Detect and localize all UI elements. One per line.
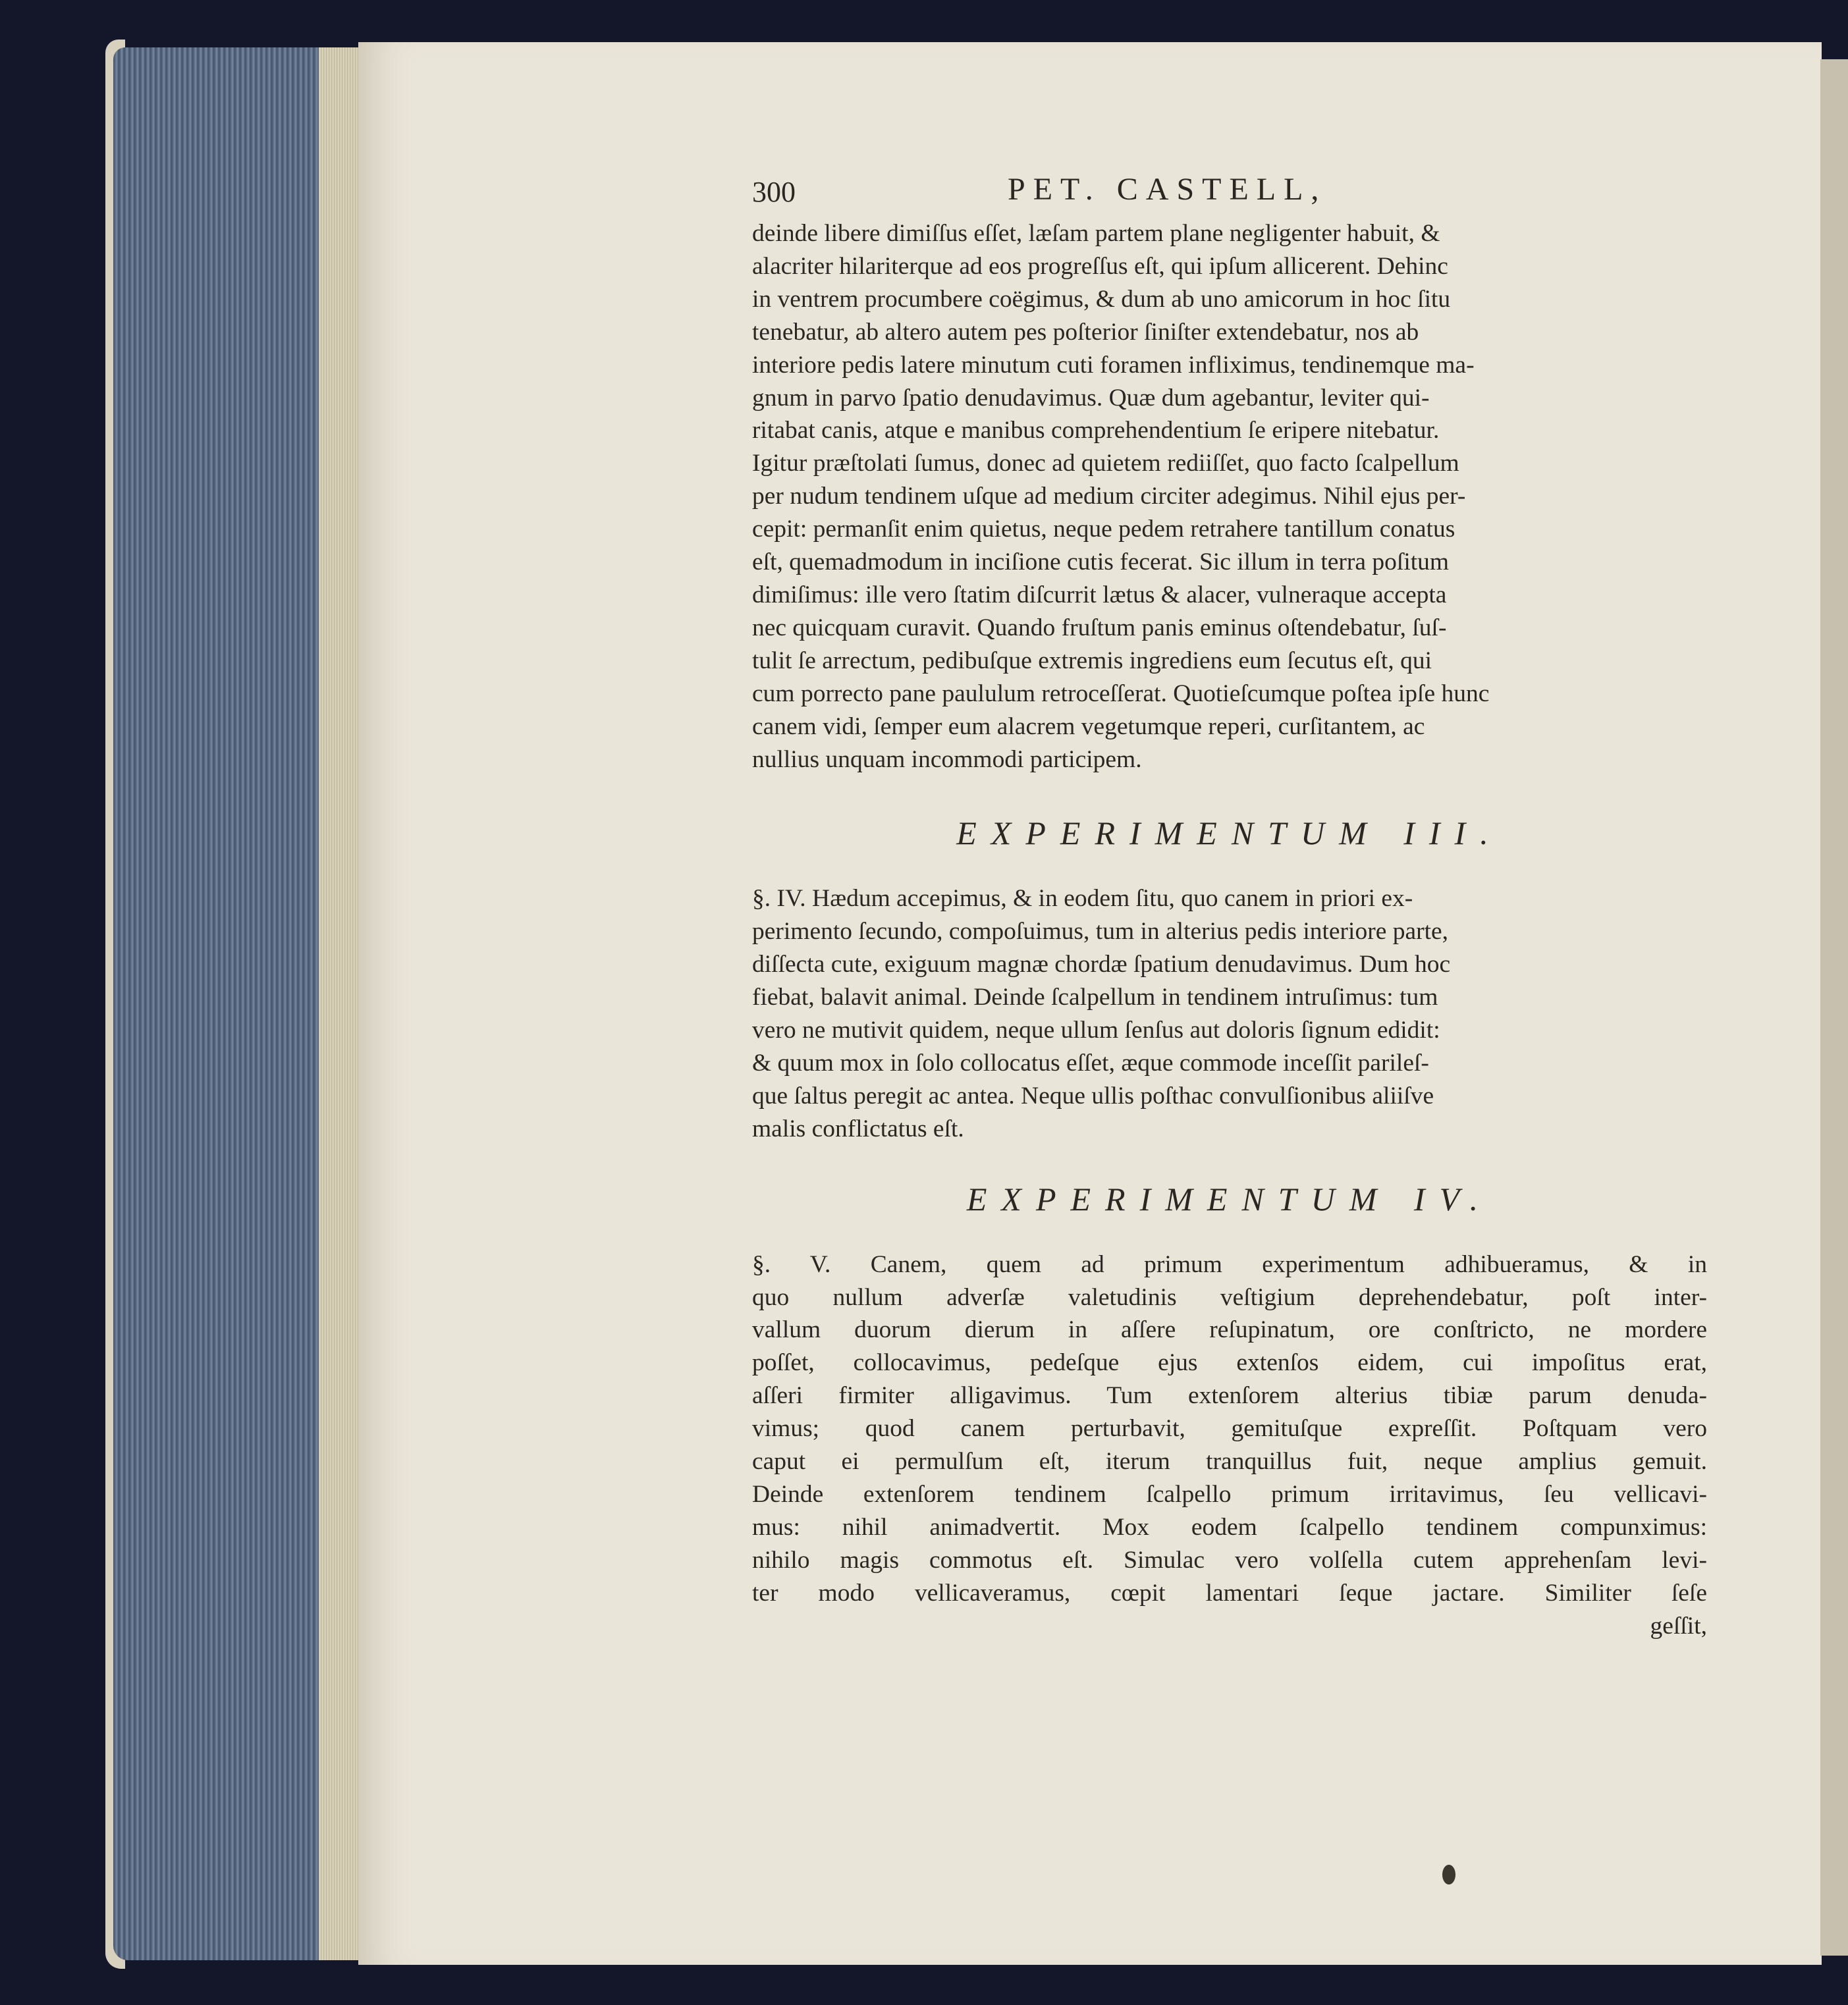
catchword: geſſit, xyxy=(1650,1612,1707,1640)
paragraph-section-v: §. V. Canem, quem ad primum experimentum adhibueramus, & in quo nullum adverſæ valetudinis veſtigium deprehendebatur, poſt inter- vallum duorum dierum in aſſere reſupinatum, ore conſtricto, ne mordere poſſet, collocavimus, pedeſque ejus extenſos eidem, cui impoſitus erat, aſſeri firmiter alligavimus. Tum extenſorem alterius tibiæ parum denuda- vimus; quod canem perturbavit, gemituſque expreſſit. Poſtquam vero caput ei permulſum eſt, iterum tranquillus fuit, neque amplius gemuit. Deinde extenſorem tendinem ſcalpello primum irritavimus, ſeu vellicavi- mus: nihil animadvertit. Mox eodem ſcalpello tendinem compunximus: nihilo magis commotus eſt. Simulac vero volſella cutem apprehenſam levi- ter modo vellicaveramus, cœpit lamentari ſeque jactare. Similiter ſeſe xyxy=(752,1250,1707,1607)
paragraph-section-iv: §. IV. Hædum accepimus, & in eodem ſitu, quo canem in priori ex- perimento ſecundo, compoſuimus, tum in alterius pedis interiore parte, diſſecta cute, exiguum magnæ chordæ ſpatium denudavimus. Dum hoc fiebat, balavit animal. Deinde ſcalpellum in tendinem intruſimus: tum vero ne mutivit quidem, neque ullum ſenſus aut doloris ſignum edidit: & quum mox in ſolo collocatus eſſet, æque commode inceſſit parileſ- que ſaltus peregit ac antea. Neque ullis poſthac convulſionibus aliiſve malis conflictatus eſt. xyxy=(752,885,1451,1142)
page-number: 300 xyxy=(752,176,796,208)
page-header xyxy=(752,165,1707,217)
book-fore-edge xyxy=(113,47,358,1960)
page-text-block xyxy=(752,165,1707,1643)
heading-experimentum-3: EXPERIMENTUM III. xyxy=(956,815,1503,852)
ink-spot xyxy=(1442,1865,1455,1885)
running-head: PET. CASTELL, xyxy=(1008,172,1327,207)
paragraph-continuation: deinde libere dimiſſus eſſet, læſam partem plane negligenter habuit, & alacriter hilariterque ad eos progreſſus eſt, qui ipſum allicerent. Dehinc in ventrem procumbere coëgimus, & dum ab uno amicorum in hoc ſitu tenebatur, ab altero autem pes poſterior ſiniſter extendebatur, nos ab interiore pedis latere minutum cuti foramen infliximus, tendinemque ma- gnum in parvo ſpatio denudavimus. Quæ dum agebantur, leviter qui- ritabat canis, atque e manibus comprehendentium ſe eripere nitebatur. Igitur præſtolati ſumus, donec ad quietem rediiſſet, quo facto ſcalpellum per nudum tendinem uſque ad medium circiter adegimus. Nihil ejus per- cepit: permanſit enim quietus, neque pedem retrahere tantillum conatus eſt, quemadmodum in inciſione cutis fecerat. Sic illum in terra poſitum dimiſimus: ille vero ſtatim diſcurrit lætus & alacer, vulneraque accepta nec quicquam curavit. Quando fruſtum panis eminus oſtendebatur, ſuſ- tulit ſe arrectum, pedibuſque extremis ingrediens eum ſecutus eſt, qui cum porrecto pane paululum retroceſſerat. Quotieſcumque poſtea ipſe hunc canem vidi, ſemper eum alacrem vegetumque reperi, curſitantem, ac nullius unquam incommodi participem. xyxy=(752,220,1490,773)
heading-experimentum-4: EXPERIMENTUM IV. xyxy=(966,1180,1493,1217)
facing-page-edge xyxy=(1820,59,1848,1956)
